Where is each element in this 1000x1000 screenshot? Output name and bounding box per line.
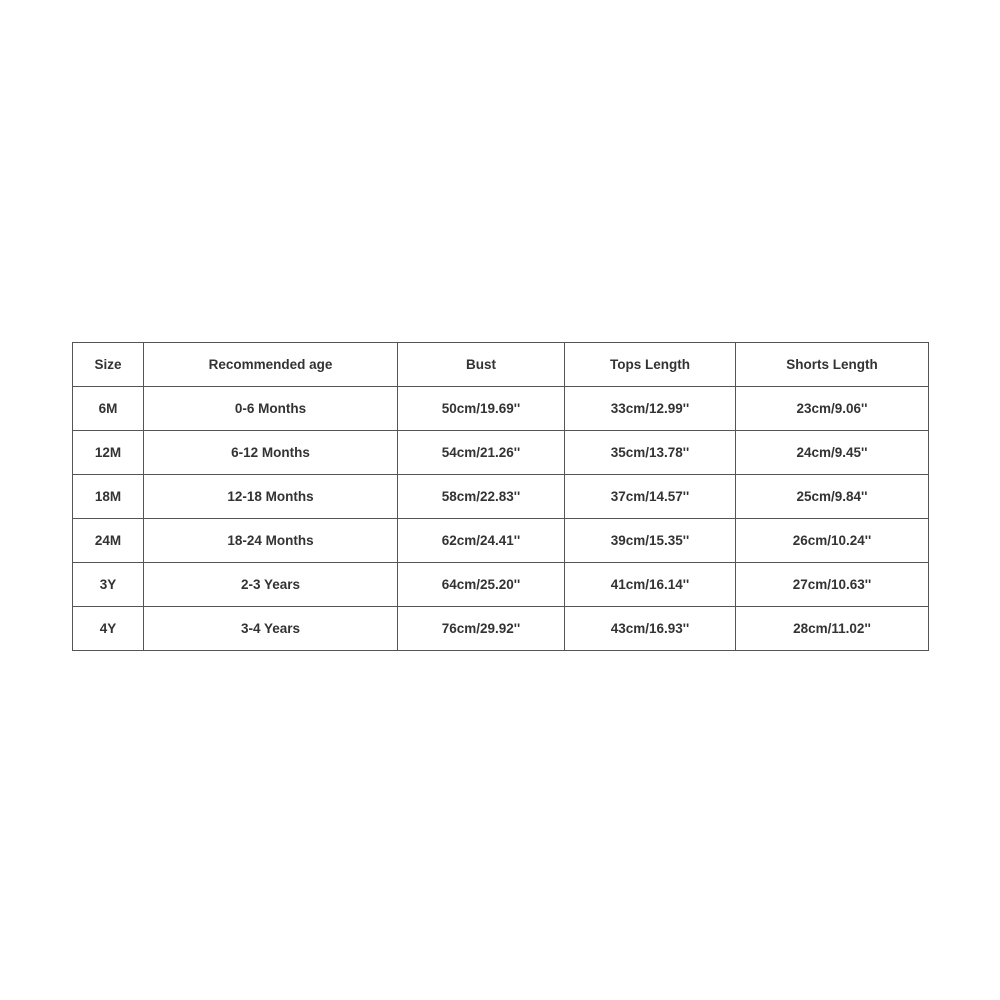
cell-shorts-length: 26cm/10.24''	[736, 519, 929, 563]
header-shorts-length: Shorts Length	[736, 343, 929, 387]
cell-size: 3Y	[73, 563, 144, 607]
cell-tops-length: 37cm/14.57''	[565, 475, 736, 519]
table-row	[73, 475, 929, 519]
cell-shorts-length: 23cm/9.06''	[736, 387, 929, 431]
cell-shorts-length: 24cm/9.45''	[736, 431, 929, 475]
cell-recommended-age: 18-24 Months	[144, 519, 398, 563]
cell-bust: 54cm/21.26''	[398, 431, 565, 475]
cell-size: 24M	[73, 519, 144, 563]
cell-tops-length: 35cm/13.78''	[565, 431, 736, 475]
cell-bust: 50cm/19.69''	[398, 387, 565, 431]
header-tops-length: Tops Length	[565, 343, 736, 387]
table-row	[73, 431, 929, 475]
cell-tops-length: 33cm/12.99''	[565, 387, 736, 431]
cell-size: 6M	[73, 387, 144, 431]
cell-bust: 58cm/22.83''	[398, 475, 565, 519]
cell-size: 4Y	[73, 607, 144, 651]
table-row	[73, 387, 929, 431]
cell-size: 12M	[73, 431, 144, 475]
cell-tops-length: 39cm/15.35''	[565, 519, 736, 563]
cell-recommended-age: 3-4 Years	[144, 607, 398, 651]
header-bust: Bust	[398, 343, 565, 387]
cell-shorts-length: 28cm/11.02''	[736, 607, 929, 651]
header-recommended-age: Recommended age	[144, 343, 398, 387]
cell-recommended-age: 12-18 Months	[144, 475, 398, 519]
cell-bust: 76cm/29.92''	[398, 607, 565, 651]
cell-recommended-age: 0-6 Months	[144, 387, 398, 431]
size-chart-table	[72, 342, 929, 651]
cell-tops-length: 41cm/16.14''	[565, 563, 736, 607]
cell-bust: 62cm/24.41''	[398, 519, 565, 563]
cell-size: 18M	[73, 475, 144, 519]
table-row	[73, 607, 929, 651]
table-header-row	[73, 343, 929, 387]
cell-recommended-age: 2-3 Years	[144, 563, 398, 607]
table-row	[73, 563, 929, 607]
cell-recommended-age: 6-12 Months	[144, 431, 398, 475]
cell-bust: 64cm/25.20''	[398, 563, 565, 607]
cell-shorts-length: 25cm/9.84''	[736, 475, 929, 519]
cell-tops-length: 43cm/16.93''	[565, 607, 736, 651]
header-size: Size	[73, 343, 144, 387]
cell-shorts-length: 27cm/10.63''	[736, 563, 929, 607]
table-row	[73, 519, 929, 563]
